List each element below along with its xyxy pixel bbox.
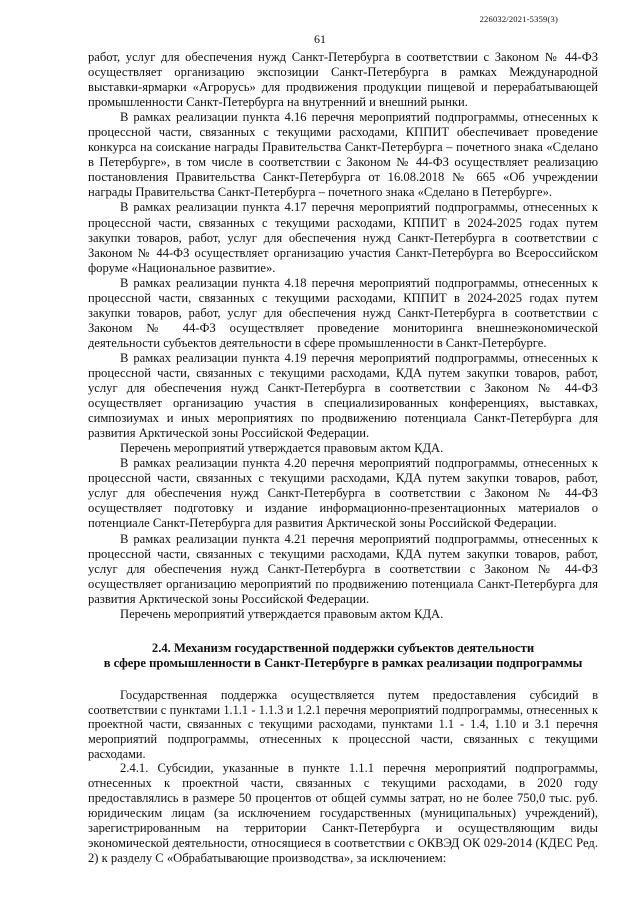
document-body	[88, 50, 598, 866]
section-heading-2-4	[88, 641, 598, 671]
page-number: 61	[314, 32, 326, 46]
document-registration-number: 226032/2021-5359(3)	[479, 14, 558, 24]
paragraph-item-4-17: В рамках реализации пункта 4.17 перечня мероприятий подпрограммы, отнесенных к процессной части, связанных с текущими расходами, КППИТ в 2024-2025 годах путем закупки товаров, работ, услуг для обеспечения нужд Санкт-Петербурга в соответствии с Законом № 44-ФЗ осуществляет организацию участия Санкт-Петербурга во Всероссийском форуме «Национальное развитие».	[88, 200, 598, 275]
paragraph-2-4-1: 2.4.1. Субсидии, указанные в пункте 1.1.1 перечня мероприятий подпрограммы, отнесенных к проектной части, связанных с текущими расходами, в 2020 году предоставлялись в размере 50 процентов от общей суммы затрат, но не более 750,0 тыс. руб. юридическим лицам (за исключением государственных (муниципальных) учреждений), зарегистрированным на территории Санкт-Петербурга и осуществляющим виды экономической деятельности, относящиеся в соответствии с ОКВЭД ОК 029-2014 (КДЕС Ред. 2) к разделу С «Обрабатывающие производства», за исключением:	[88, 761, 598, 866]
paragraph-kda-approval-1: Перечень мероприятий утверждается правовым актом КДА.	[120, 441, 444, 456]
section-heading-line-1: 2.4. Механизм государственной поддержки субъектов деятельности	[151, 640, 535, 655]
paragraph-item-4-20: В рамках реализации пункта 4.20 перечня мероприятий подпрограммы, отнесенных к процессной части, связанных с текущими расходами, КДА путем закупки товаров, работ, услуг для обеспечения нужд Санкт-Петербурга в соответствии с Законом № 44-ФЗ осуществляет подготовку и издание информационно-презентационных материалов о потенциале Санкт-Петербурга для развития Арктической зоны Российской Федерации.	[88, 456, 598, 531]
paragraph-item-4-16: В рамках реализации пункта 4.16 перечня мероприятий подпрограммы, отнесенных к процессной части, связанных с текущими расходами, КППИТ обеспечивает проведение конкурса на соискание награды Правительства Санкт-Петербурга – почетного знака «Сделано в Петербурге», в том числе в соответствии с Законом № 44-ФЗ осуществляет реализацию постановления Правительства Санкт-Петербурга от 16.08.2018 № 665 «Об учреждении награды Правительства Санкт-Петербурга – почетного знака «Сделано в Петербурге».	[88, 110, 598, 200]
paragraph-item-4-19: В рамках реализации пункта 4.19 перечня мероприятий подпрограммы, отнесенных к процессной части, связанных с текущими расходами, КДА путем закупки товаров, работ, услуг для обеспечения нужд Санкт-Петербурга в соответствии с Законом № 44-ФЗ осуществляет организацию участия в специализированных конференциях, выставках, симпозиумах и иных мероприятиях по продвижению потенциала Санкт-Петербурга для развития Арктической зоны Российской Федерации.	[88, 350, 598, 441]
paragraph-kda-approval-2: Перечень мероприятий утверждается правовым актом КДА.	[120, 606, 444, 621]
section-heading-line-2: в сфере промышленности в Санкт-Петербурге в рамках реализации подпрограммы	[103, 655, 583, 670]
paragraph-continuation: работ, услуг для обеспечения нужд Санкт-Петербурга в соответствии с Законом № 44-ФЗ осуществляет организацию экспозиции Санкт-Петербурга в рамках Международной выставки-ярмарки «Агрорусь» для продвижения продукции пищевой и перерабатывающей промышленности Санкт-Петербурга на внутренний и внешний рынки.	[88, 50, 598, 110]
paragraph-item-4-18: В рамках реализации пункта 4.18 перечня мероприятий подпрограммы, отнесенных к процессной части, связанных с текущими расходами, КППИТ в 2024-2025 годах путем закупки товаров, работ, услуг для обеспечения нужд Санкт-Петербурга в соответствии с Законом № 44-ФЗ осуществляет проведение мониторинга внешнеэкономической деятельности субъектов деятельности в сфере промышленности в Санкт-Петербурге.	[88, 275, 598, 350]
paragraph-item-4-21: В рамках реализации пункта 4.21 перечня мероприятий подпрограммы, отнесенных к процессной части, связанных с текущими расходами, КДА путем закупки товаров, работ, услуг для обеспечения нужд Санкт-Петербурга в соответствии с Законом № 44-ФЗ осуществляет организацию мероприятий по продвижению потенциала Санкт-Петербурга для развития Арктической зоны Российской Федерации.	[88, 531, 598, 606]
paragraph-state-support: Государственная поддержка осуществляется путем предоставления субсидий в соответствии с пунктами 1.1.1 - 1.1.3 и 1.2.1 перечня мероприятий подпрограммы, отнесенных к проектной части, связанных с текущими расходами, пунктами 1.1 - 1.4, 1.10 и 3.1 перечня мероприятий подпрограммы, отнесенных к процессной части, связанных с текущими расходами.	[88, 688, 598, 761]
